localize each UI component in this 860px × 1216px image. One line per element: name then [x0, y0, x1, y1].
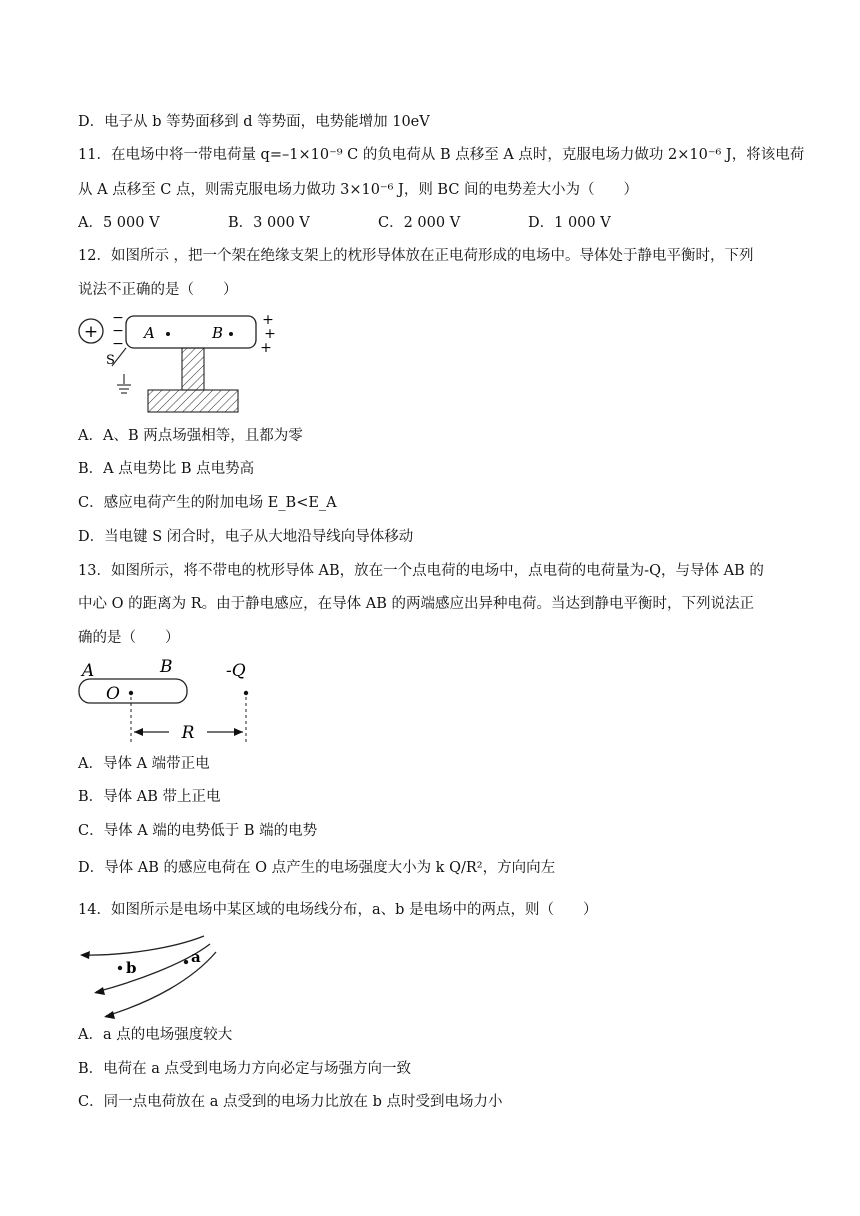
q11-stem-line2: 从 A 点移至 C 点，则需克服电场力做功 3×10⁻⁶ J，则 BC 间的电势差大小为（ ）: [78, 182, 639, 198]
q13-figure: [74, 652, 274, 748]
induced-plus-top: +: [262, 312, 274, 328]
pillow-conductor-ab: [79, 679, 187, 703]
induced-minus-top: −: [112, 310, 124, 326]
q12-stem-line1: 12．如图所示 ，把一个架在绝缘支架上的枕形导体放在正电荷形成的电场中。导体处于静电平衡时，下列: [78, 248, 754, 264]
q13-option-b: B．导体 AB 带上正电: [78, 789, 221, 805]
induced-minus-mid: −: [112, 323, 124, 339]
q13-option-c: C．导体 A 端的电势低于 B 端的电势: [78, 823, 318, 839]
point-b-dot: [118, 966, 122, 970]
charge-q-label: -Q: [226, 661, 246, 681]
q13-stem-line3: 确的是（ ）: [78, 630, 180, 646]
positive-charge-sign: +: [83, 322, 99, 342]
insulating-stand-base: [148, 390, 238, 412]
distance-arrowhead-right: [234, 728, 243, 736]
field-arrow-top: [80, 951, 90, 959]
point-a-label: A: [144, 324, 155, 342]
switch-s-label: S: [106, 353, 115, 368]
q12-option-c: C．感应电荷产生的附加电场 E_B<E_A: [78, 495, 337, 511]
induced-plus-mid: +: [264, 326, 276, 342]
field-line-top: [82, 936, 204, 955]
q13-stem-line1: 13．如图所示，将不带电的枕形导体 AB，放在一个点电荷的电场中，点电荷的电荷量为-Q，与导体 AB 的: [78, 563, 764, 579]
point-b-label: B: [212, 324, 224, 342]
q12-option-b: B．A 点电势比 B 点电势高: [78, 461, 255, 477]
q11-option-b: B．3 000 V: [228, 215, 310, 231]
q14-option-a: A．a 点的电场强度较大: [78, 1027, 233, 1043]
q11-stem-line1: 11．在电场中将一带电荷量 q=–1×10⁻⁹ C 的负电荷从 B 点移至 A 点时，克服电场力做功 2×10⁻⁶ J，将该电荷: [78, 147, 805, 163]
q14-option-b: B．电荷在 a 点受到电场力方向必定与场强方向一致: [78, 1061, 412, 1077]
q14-option-c: C．同一点电荷放在 a 点受到的电场力比放在 b 点时受到电场力小: [78, 1094, 503, 1110]
distance-r-label: R: [181, 723, 195, 743]
insulating-stand-post: [182, 348, 204, 390]
center-o-label: O: [106, 684, 120, 704]
distance-arrowhead-left: [134, 728, 143, 736]
point-a-dot: [184, 960, 188, 964]
q11-option-c: C．2 000 V: [378, 215, 461, 231]
end-a-label: A: [82, 661, 95, 681]
end-b-label: B: [160, 657, 173, 677]
q13-option-d: D．导体 AB 的感应电荷在 O 点产生的电场强度大小为 k Q/R²，方向向左: [78, 860, 556, 876]
field-arrow-middle: [94, 987, 105, 995]
point-b-dot: [229, 332, 233, 336]
induced-plus-bottom: +: [260, 340, 272, 356]
q11-option-d: D．1 000 V: [528, 215, 611, 231]
field-arrow-bottom: [104, 1011, 115, 1019]
q14-stem-line1: 14．如图所示是电场中某区域的电场线分布，a、b 是电场中的两点，则（ ）: [78, 902, 598, 918]
point-charge-dot: [244, 691, 248, 695]
q12-figure: [74, 308, 284, 416]
induced-minus-bottom: −: [112, 336, 124, 352]
q12-option-a: A．A、B 两点场强相等，且都为零: [78, 428, 303, 444]
q11-option-a: A．5 000 V: [78, 215, 160, 231]
point-a-dot: [166, 332, 170, 336]
point-a-label: a: [191, 948, 201, 966]
q13-stem-line2: 中心 O 的距离为 R。由于静电感应，在导体 AB 的两端感应出异种电荷。当达到静电平衡时，下列说法正: [78, 596, 754, 612]
prev-option-d: D．电子从 b 等势面移到 d 等势面，电势能增加 10eV: [78, 114, 430, 130]
q14-figure: [74, 930, 224, 1022]
center-o-dot: [129, 691, 133, 695]
q13-option-a: A．导体 A 端带正电: [78, 756, 210, 772]
point-b-label: b: [126, 959, 137, 977]
q12-option-d: D．当电键 S 闭合时，电子从大地沿导线向导体移动: [78, 529, 414, 545]
q12-stem-line2: 说法不正确的是（ ）: [78, 282, 238, 298]
